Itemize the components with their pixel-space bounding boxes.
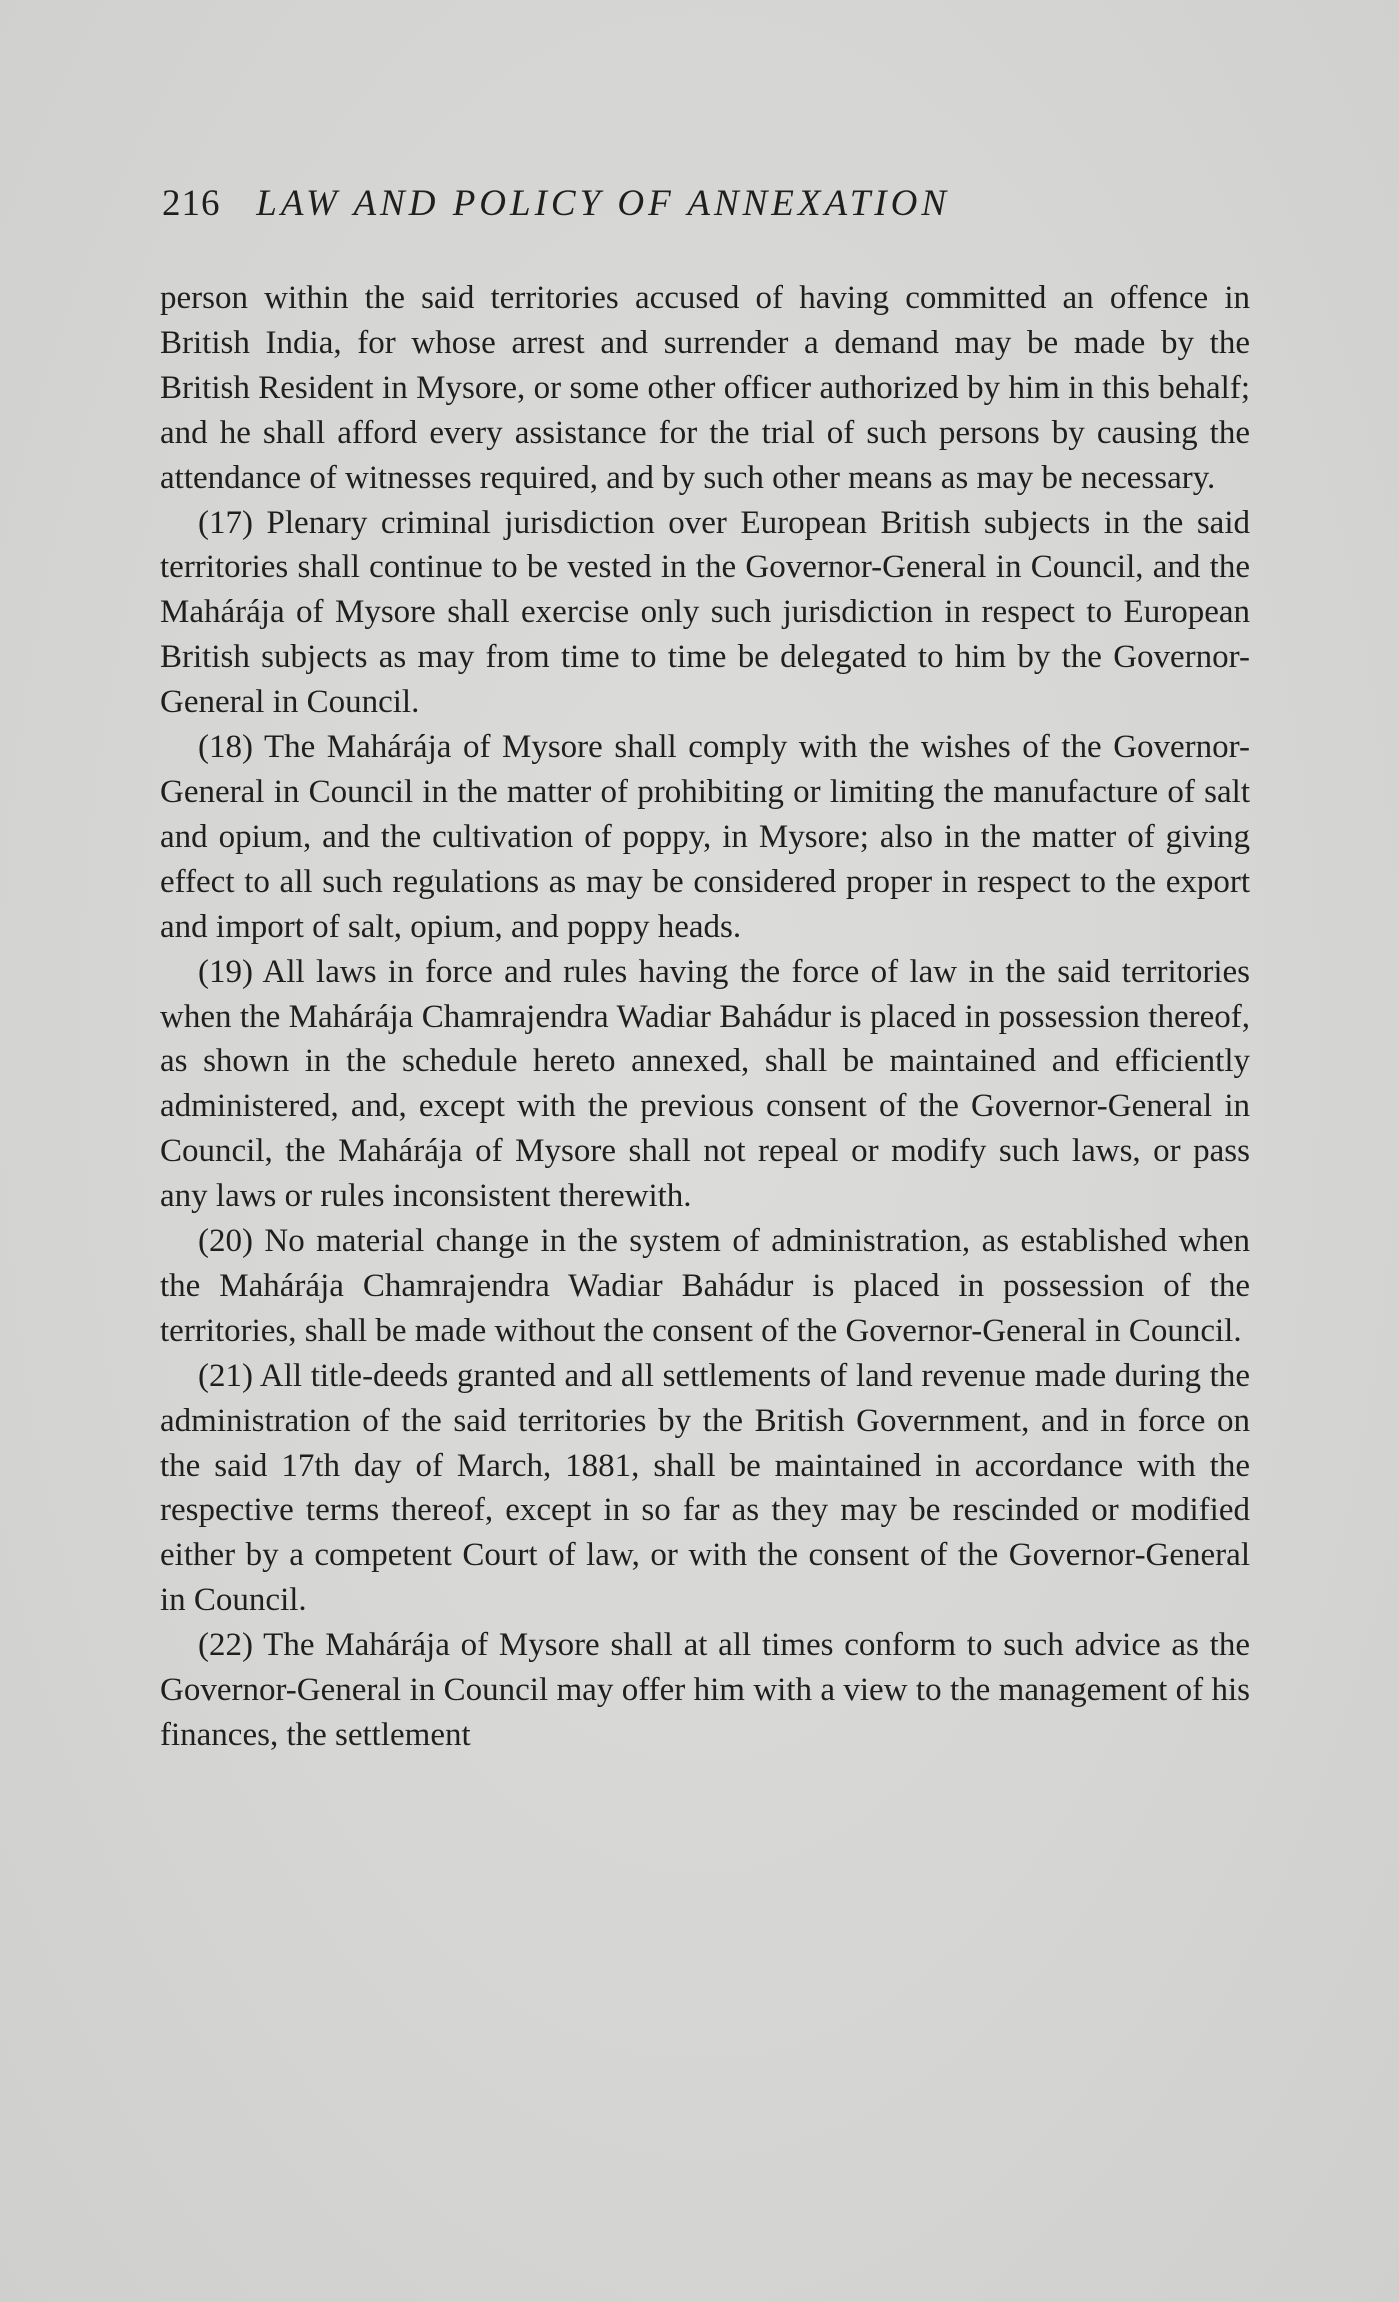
paragraph-clause-18: (18) The Mahárája of Mysore shall comply with the wishes of the Governor-General in Council in the matter of prohibiting or limiting the manufacture of salt and opium, and the cultivation of poppy, in Mysore; also in the matter of giving effect to all such regulations as may be considered proper in respect to the export and import of salt, opium, and poppy heads.	[160, 729, 1250, 945]
page-header	[162, 178, 1252, 230]
body-text	[160, 276, 1250, 1758]
page-number: 216	[162, 183, 221, 224]
paragraph-clause-22: (22) The Mahárája of Mysore shall at all times conform to such advice as the Governor-General in Council may offer him with a view to the management of his finances, the settlement	[160, 1627, 1250, 1753]
running-title: LAW AND POLICY OF ANNEXATION	[256, 183, 951, 224]
paragraph-clause-20: (20) No material change in the system of administration, as established when the Mahárája Chamrajendra Wadiar Bahádur is placed in possession of the territories, shall be made without the consent of the Governor-General in Council.	[160, 1223, 1250, 1349]
paragraph-continuation: person within the said territories accused of having committed an offence in British India, for whose arrest and surrender a demand may be made by the British Resident in Mysore, or some other officer authorized by him in this behalf; and he shall afford every assistance for the trial of such persons by causing the attendance of witnesses required, and by such other means as may be necessary.	[160, 280, 1250, 496]
paragraph-clause-17: (17) Plenary criminal jurisdiction over European British subjects in the said territories shall continue to be vested in the Governor-General in Council, and the Mahárája of Mysore shall exercise only such jurisdiction in respect to European British subjects as may from time to time be delegated to him by the Governor-General in Council.	[160, 504, 1250, 721]
paragraph-clause-21: (21) All title-deeds granted and all settlements of land revenue made during the administration of the said territories by the British Government, and in force on the said 17th day of March, 1881, shall be maintained in accordance with the respective terms thereof, except in so far as they may be rescinded or modified either by a competent Court of law, or with the consent of the Governor-General in Council.	[160, 1357, 1250, 1619]
paragraph-clause-19: (19) All laws in force and rules having the force of law in the said territories when the Mahárája Chamrajendra Wadiar Bahádur is placed in possession thereof, as shown in the schedule hereto annexed, shall be maintained and efficiently administered, and, except with the previous consent of the Governor-General in Council, the Mahárája of Mysore shall not repeal or modify such laws, or pass any laws or rules inconsistent therewith.	[160, 953, 1250, 1215]
